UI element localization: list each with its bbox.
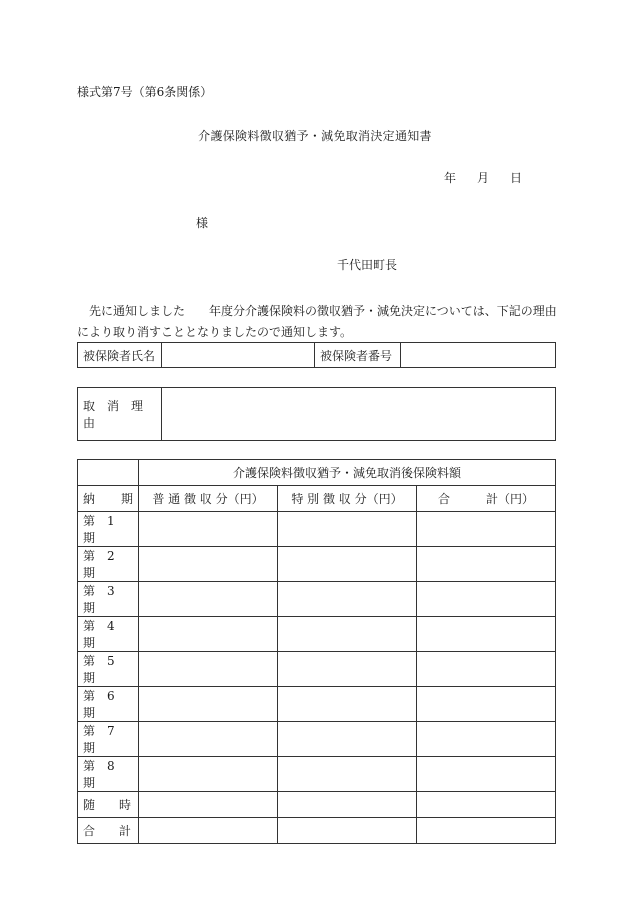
row-label: 第 7 期 <box>78 722 139 757</box>
col-ordinary: 普 通 徴 収 分（円） <box>139 486 278 512</box>
special-cell[interactable] <box>278 792 417 818</box>
table-row <box>78 757 556 792</box>
total-cell[interactable] <box>417 722 556 757</box>
ordinary-cell[interactable] <box>139 687 278 722</box>
row-label: 第 4 期 <box>78 617 139 652</box>
special-cell[interactable] <box>278 582 417 617</box>
insured-number-label: 被保険者番号 <box>315 343 401 368</box>
date-line <box>444 172 522 184</box>
recipient-suffix: 様 <box>196 216 209 230</box>
table-row <box>78 512 556 547</box>
total-cell[interactable] <box>417 818 556 844</box>
col-total: 合 計（円） <box>417 486 556 512</box>
special-cell[interactable] <box>278 652 417 687</box>
table-row <box>78 722 556 757</box>
special-cell[interactable] <box>278 818 417 844</box>
special-cell[interactable] <box>278 547 417 582</box>
cancel-reason-field[interactable] <box>162 388 556 441</box>
cancel-reason-table <box>77 387 556 441</box>
total-cell[interactable] <box>417 652 556 687</box>
ordinary-cell[interactable] <box>139 617 278 652</box>
form-number: 様式第7号（第6条関係） <box>77 85 213 99</box>
total-cell[interactable] <box>417 792 556 818</box>
insured-name-label: 被保険者氏名 <box>78 343 162 368</box>
table-row <box>78 687 556 722</box>
insured-number-field[interactable] <box>401 343 556 368</box>
table-row <box>78 818 556 844</box>
special-cell[interactable] <box>278 617 417 652</box>
total-cell[interactable] <box>417 687 556 722</box>
premium-table-header: 介護保険料徴収猶予・減免取消後保険料額 <box>139 460 556 486</box>
premium-table <box>77 459 556 844</box>
row-label: 随 時 <box>78 792 139 818</box>
ordinary-cell[interactable] <box>139 582 278 617</box>
ordinary-cell[interactable] <box>139 652 278 687</box>
body-text: 先に通知しました 年度分介護保険料の徴収猶予・減免決定については、下記の理由により取り消すこととなりましたので通知します。 <box>77 304 557 339</box>
row-label: 第 6 期 <box>78 687 139 722</box>
total-cell[interactable] <box>417 617 556 652</box>
ordinary-cell[interactable] <box>139 512 278 547</box>
total-cell[interactable] <box>417 547 556 582</box>
row-label: 合 計 <box>78 818 139 844</box>
cancel-reason-label: 取 消 理 由 <box>78 388 162 441</box>
ordinary-cell[interactable] <box>139 757 278 792</box>
special-cell[interactable] <box>278 722 417 757</box>
date-day: 日 <box>510 171 523 185</box>
ordinary-cell[interactable] <box>139 547 278 582</box>
col-special: 特 別 徴 収 分（円） <box>278 486 417 512</box>
row-label: 第 5 期 <box>78 652 139 687</box>
total-cell[interactable] <box>417 512 556 547</box>
insured-name-field[interactable] <box>162 343 315 368</box>
row-label: 第 8 期 <box>78 757 139 792</box>
ordinary-cell[interactable] <box>139 722 278 757</box>
table-row <box>78 617 556 652</box>
table-row <box>78 792 556 818</box>
special-cell[interactable] <box>278 757 417 792</box>
table-row <box>78 582 556 617</box>
col-period: 納 期 <box>78 486 139 512</box>
table-row <box>78 547 556 582</box>
issuer: 千代田町長 <box>337 258 398 272</box>
document-title: 介護保険料徴収猶予・減免取消決定通知書 <box>198 129 432 143</box>
row-label: 第 2 期 <box>78 547 139 582</box>
insured-info-table <box>77 342 556 368</box>
date-month: 月 <box>477 171 490 185</box>
total-cell[interactable] <box>417 582 556 617</box>
row-label: 第 3 期 <box>78 582 139 617</box>
date-year: 年 <box>444 171 457 185</box>
ordinary-cell[interactable] <box>139 792 278 818</box>
corner-cell <box>78 460 139 486</box>
special-cell[interactable] <box>278 687 417 722</box>
table-row <box>78 652 556 687</box>
ordinary-cell[interactable] <box>139 818 278 844</box>
special-cell[interactable] <box>278 512 417 547</box>
total-cell[interactable] <box>417 757 556 792</box>
row-label: 第 1 期 <box>78 512 139 547</box>
